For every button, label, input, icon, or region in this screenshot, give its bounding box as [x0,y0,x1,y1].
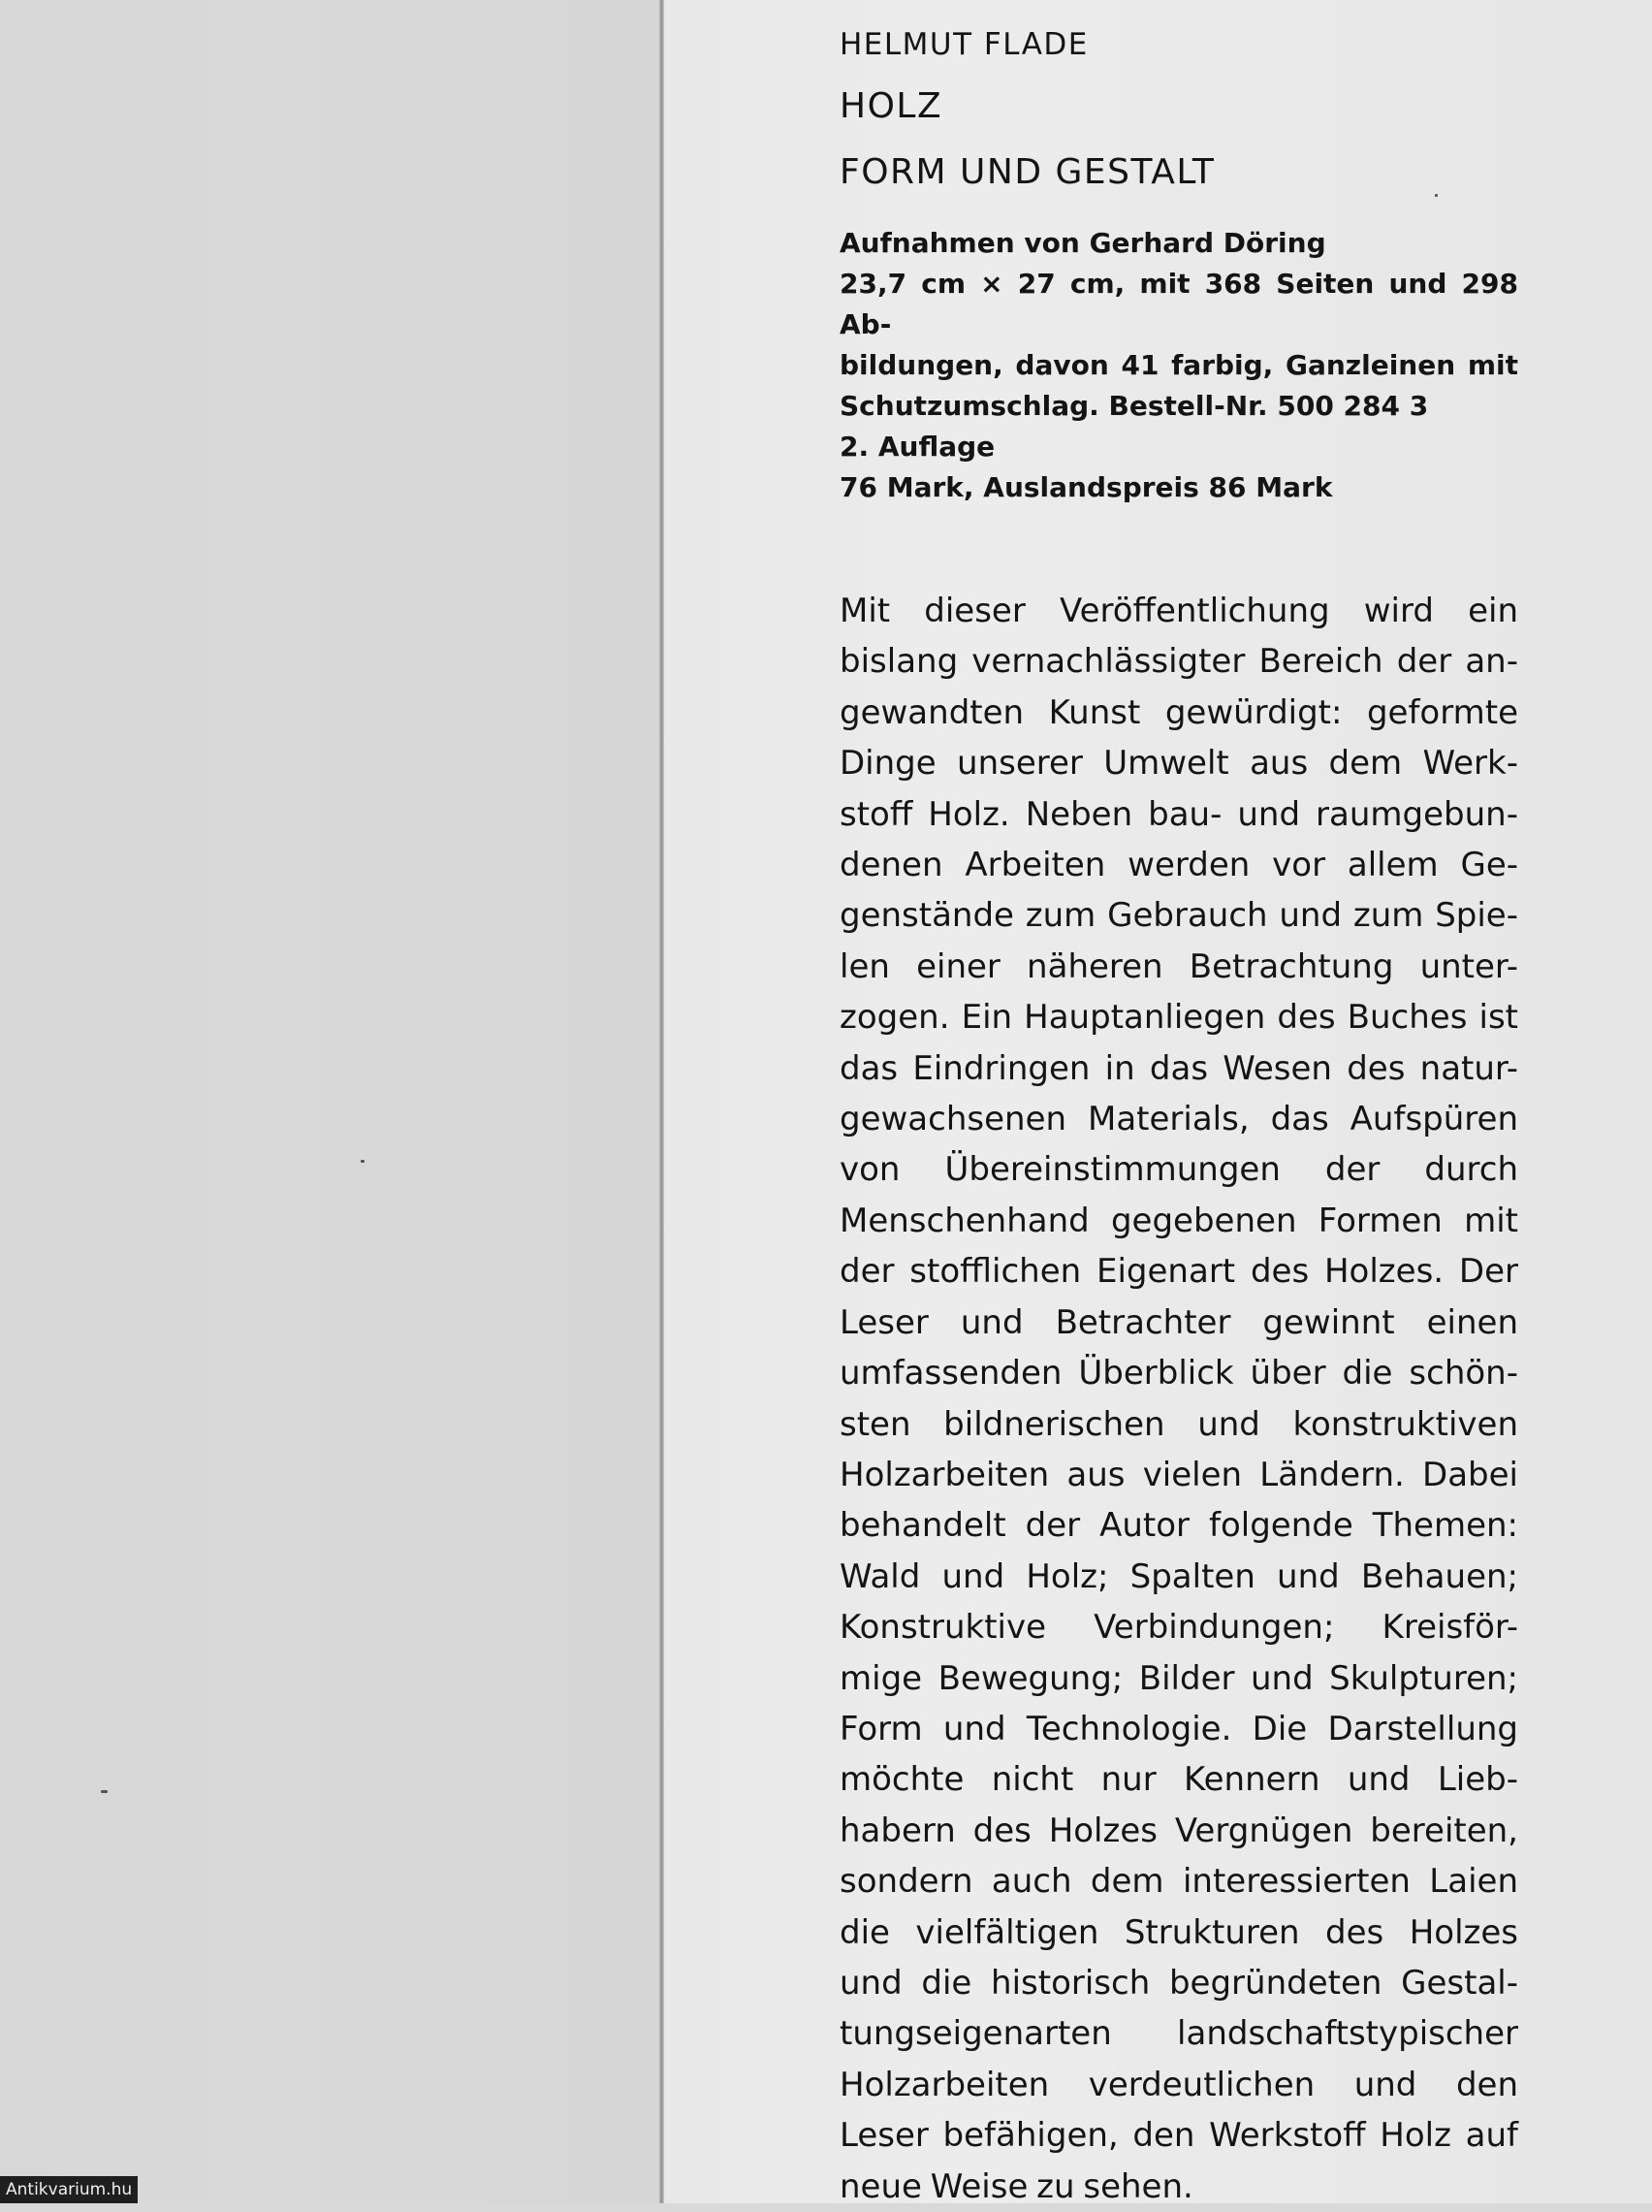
edition: 2. Auflage [840,431,996,463]
description-line: die vielfältigen Strukturen des Holzes [840,1912,1518,1952]
description-line: bislang vernachlässigter Bereich der an- [840,642,1518,682]
description-line: Wald und Holz; Spalten und Behauen; [840,1556,1518,1596]
description-line: Konstruktive Verbindungen; Kreisför- [840,1608,1518,1648]
left-page [0,0,660,2203]
description-line: len einer näheren Betrachtung unter- [840,946,1518,986]
book-details [840,223,1518,508]
description-line: umfassenden Überblick über die schön- [840,1354,1518,1394]
description-line: genstände zum Gebrauch und zum Spie- [840,896,1518,936]
description-line: tungseigenarten landschaftstypischer [840,2014,1518,2054]
description-line: das Eindringen in das Wesen des natur- [840,1048,1518,1088]
description-line: gewandten Kunst gewürdigt: geformte [840,692,1518,732]
book-title: HOLZ [840,86,943,126]
description-line: Holzarbeiten aus vielen Ländern. Dabei [840,1455,1518,1494]
description-line: neue Weise zu sehen. [840,2166,1193,2206]
page-content [840,25,1518,2212]
description-line: sondern auch dem interessierten Laien [840,1862,1518,1902]
watermark: Antikvarium.hu [0,2176,138,2203]
description-line: mige Bewegung; Bilder und Skulpturen; [840,1658,1518,1698]
description-line: Mit dieser Veröffentlichung wird ein [840,592,1518,630]
description-line: gewachsenen Materials, das Aufspüren [840,1100,1518,1139]
description-text [840,586,1518,2212]
format-details: bildungen, davon 41 farbig, Ganzleinen mit [840,349,1518,381]
description-line: Holzarbeiten verdeutlichen und den [840,2065,1518,2104]
author-name: HELMUT FLADE [840,27,1089,62]
description-line: denen Arbeiten werden vor allem Ge- [840,846,1518,885]
description-line: möchte nicht nur Kennern und Lieb- [840,1760,1518,1800]
description-line: zogen. Ein Hauptanliegen des Buches ist [840,998,1518,1038]
description-line: Leser befähigen, den Werkstoff Holz auf [840,2116,1518,2156]
price: 76 Mark, Auslandspreis 86 Mark [840,471,1333,503]
paper-speck [361,1160,365,1163]
description-line: sten bildnerischen und konstruktiven [840,1404,1518,1444]
paper-speck [101,1790,108,1793]
description-line: behandelt der Autor folgende Themen: [840,1506,1518,1546]
format-details: 23,7 cm × 27 cm, mit 368 Seiten und 298 Ab- [840,268,1518,340]
photographer-credit: Aufnahmen von Gerhard Döring [840,227,1326,259]
description-line: habern des Holzes Vergnügen bereiten, [840,1811,1518,1850]
description-line: von Übereinstimmungen der durch [840,1150,1518,1190]
description-line: stoff Holz. Neben bau- und raumgebun- [840,794,1518,834]
description-line: der stofflichen Eigenart des Holzes. Der [840,1252,1518,1292]
book-subtitle: FORM UND GESTALT [840,152,1216,192]
description-line: und die historisch begründeten Gestal- [840,1963,1518,2003]
description-line: Menschenhand gegebenen Formen mit [840,1201,1518,1240]
description-line: Form und Technologie. Die Darstellung [840,1709,1518,1748]
order-number: Schutzumschlag. Bestell-Nr. 500 284 3 [840,390,1429,422]
description-line: Dinge unserer Umwelt aus dem Werk- [840,744,1518,784]
description-line: Leser und Betrachter gewinnt einen [840,1302,1518,1342]
